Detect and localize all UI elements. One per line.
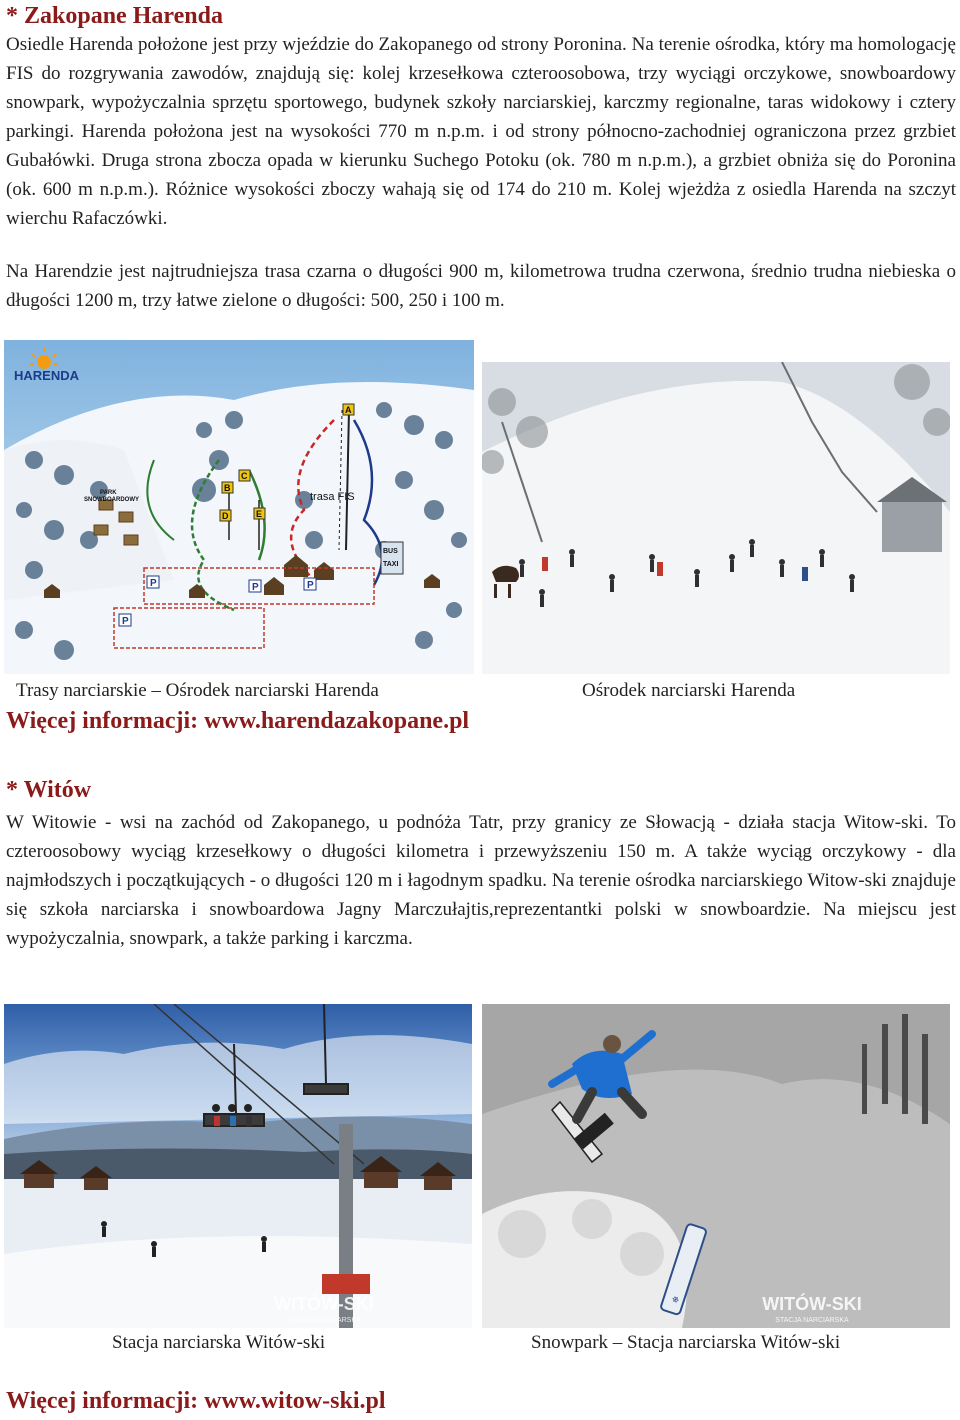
witow-snowpark-caption: Snowpark – Stacja narciarska Witów-ski [531,1332,841,1353]
witow-heading: * Witów [6,777,92,803]
harenda-photo-caption: Ośrodek narciarski Harenda [582,680,796,701]
witow-description: W Witowie - wsi na zachód od Zakopanego, u podnóża Tatr, przy granicy ze Słowacją - działa stacja Witow-ski. To czteroosobowy wyciąg krzesełkowy o długości kilometra i przewyższeniu 150 m. A także wyciąg orczykowy - dla najmłodszych i początkujących - o długości 120 m i łagodnym spadku. Na terenie ośrodka narciarskiego Witow-ski znajduje się szkoła narciarska i snowboardowa Jagny Marczułajtis,reprezentantki polski w snowboardzie. Na miejscu jest wypożyczalnia, snowpark, a także parking i karczma. [6,812,956,949]
witow-watermark-1: WITÓW-SKI [274,1294,374,1314]
map-parking-p4: P [307,580,314,591]
harenda-resort-photo [482,362,950,674]
witow-more-info-link[interactable]: Więcej informacji: www.witow-ski.pl [6,1388,386,1414]
map-parking-p3: P [122,616,129,627]
map-parking-p1: P [150,578,157,589]
witow-snowpark-graphic [482,1004,950,1328]
map-logo-text: HARENDA [14,368,79,383]
trail-map-graphic [4,340,474,674]
witow-watermark-sub-2: STACJA NARCIARSKA [775,1317,849,1324]
map-marker-e: E [256,509,263,519]
map-marker-d: D [222,511,229,521]
harenda-trail-map [4,340,474,674]
map-park-label-1: PARK [100,490,117,496]
map-taxi-label: TAXI [383,561,399,568]
witow-snowpark-photo [482,1004,950,1328]
map-marker-a: A [345,405,352,415]
map-park-label-2: SNOWBOARDOWY [84,497,139,503]
map-marker-c: C [241,471,248,481]
harenda-map-caption: Trasy narciarskie – Ośrodek narciarski Harenda [16,680,379,701]
map-marker-b: B [224,483,231,493]
harenda-trails-description: Na Harendzie jest najtrudniejsza trasa czarna o długości 900 m, kilometrowa trudna czerwona, średnio trudna niebieska o długości 1200 m, trzy łatwe zielone o długości: 500, 250 i 100 m. [6,261,956,311]
harenda-photo-graphic [482,362,950,674]
harenda-more-info-link[interactable]: Więcej informacji: www.harendazakopane.pl [6,708,470,734]
svg-text:❄: ❄ [669,1294,682,1305]
map-parking-p2: P [252,582,259,593]
harenda-description: Osiedle Harenda położone jest przy wjeździe do Zakopanego od strony Poronina. Na terenie ośrodka, który ma homologację FIS do rozgrywania zawodów, znajdują się: kolej krzesełkowa czteroosobowa, trzy wyciągi orczykowe, snowboardowy snowpark, wypożyczalnia sprzętu sportowego, budynek szkoły narciarskiej, karczmy regionalne, taras widokowy i cztery parkingi. Harenda położona jest na wysokości 770 m n.p.m. i od strony północno-zachodniej ograniczona przez grzbiet Gubałówki. Druga strona zbocza opada w kierunku Suchego Potoku (ok. 780 m n.p.m.), a grzbiet obniża się do Poronina (ok. 600 m n.p.m.). Różnice wysokości zboczy wahają się od 174 do 210 m. Kolej wjeżdża z osiedla Harenda na szczyt wierchu Rafaczówki. [6,34,956,229]
map-bus-label: BUS [383,548,398,555]
witow-watermark-2: WITÓW-SKI [762,1294,862,1314]
witow-chairlift-photo [4,1004,472,1328]
witow-chairlift-graphic [4,1004,472,1328]
harenda-heading: * Zakopane Harenda [6,3,223,29]
witow-station-caption: Stacja narciarska Witów-ski [112,1332,326,1353]
witow-watermark-sub-1: STACJA NARCIARSKA [287,1317,361,1324]
map-trasa-label: trasa FIS [310,491,355,503]
